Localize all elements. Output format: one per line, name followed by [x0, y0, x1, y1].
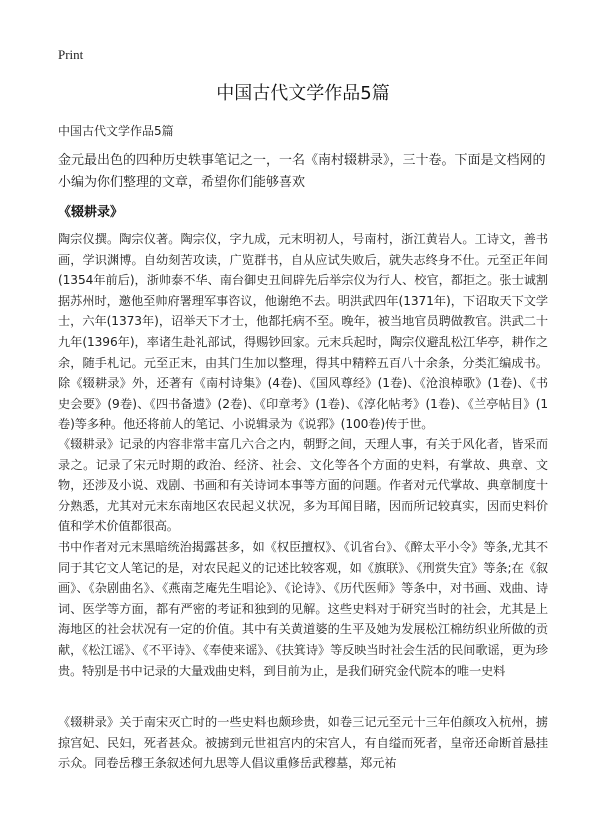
document-title: 中国古代文学作品5篇	[216, 83, 390, 104]
body-paragraph-song-dynasty: 《辍耕录》关于南宋灭亡时的一些史料也颇珍贵，如卷三记元至元十三年伯颜攻入杭州，掳掠宫妃、民妇，死者甚众。被掳到元世祖宫内的宋宫人，有自缢而死者，皇帝还命断首悬挂示众。同卷岳穆王条叙述何九思等人倡议重修岳武穆墓，郑元祐	[58, 715, 548, 771]
intro-paragraph: 金元最出色的四种历史轶事笔记之一，一名《南村辍耕录》，三十卷。下面是文档网的小编为你们整理的文章，希望你们能够喜欢	[58, 153, 546, 190]
section-heading: 《辍耕录》	[58, 205, 124, 220]
body-paragraph-author: 陶宗仪撰。陶宗仪著。陶宗仪，字九成，元末明初人，号南村，浙江黄岩人。工诗文，善书画，学识渊博。自幼刻苦攻读，广览群书，自从应试失败后，就失志终身不仕。元至正年间(1354年前后)，浙帅泰不华、南台御史丑间辟先后举宗仪为行人、校官，都拒之。张士诚割据苏州时，邀他至帅府署理军事咨议，他谢绝不去。明洪武四年(1371年)，下诏取天下文学士，六年(1373年)，诏举天下才士，他都托病不至。晚年，被当地官员聘做教官。洪武二十九年(1396年)，率诸生赴礼部试，得赐钞回家。元末兵起时，陶宗仪避乱松江华亭，耕作之余，随手札记。元至正末，由其门生加以整理，得其中精粹五百八十余条，分类汇编成书。除《辍耕录》外，还著有《南村诗集》(4卷)、《国风尊经》(1卷)、《沧浪棹歌》(1卷)、《书史会要》(9卷)、《四书备遗》(2卷)、《印章考》(1卷)、《淳化帖考》(1卷)、《兰亭帖目》(1卷)等多种。他还将前人的笔记、小说辑录为《说郛》(100卷)传于世。	[58, 232, 548, 432]
document-subtitle: 中国古代文学作品5篇	[58, 124, 174, 138]
body-paragraph-history: 书中作者对元末黑暗统治揭露甚多，如《权臣擅权》、《讥省台》、《醉太平小令》等条,尤其不同于其它文人笔记的是，对农民起义的记述比较客观，如《旗联》、《刑赏失宜》等条;在《叙画》、《杂剧曲名》、《燕南芝庵先生唱论》、《论诗》、《历代医师》等条中，对书画、戏曲、诗词、医学等方面，都有严密的考证和独到的见解。这些史料对于研究当时的社会，尤其是上海地区的社会状况有一定的价值。其中有关黄道婆的生平及她为发展松江棉纺织业所做的贡献，《松江谣》、《不平诗》、《奉使来谣》、《扶箕诗》等反映当时社会生活的民间歌谣，更为珍贵。特别是书中记录的大量戏曲史料，到目前为止，是我们研究金代院本的唯一史料	[58, 540, 548, 678]
print-link[interactable]: Print	[58, 47, 84, 62]
body-paragraph-content: 《辍耕录》记录的内容非常丰富几六合之内，朝野之间，天理人事，有关于风化者，皆采而录之。记录了宋元时期的政治、经济、社会、文化等各个方面的史料，有掌故、典章、文物，还涉及小说、戏剧、书画和有关诗词本事等方面的问题。作者对元代掌故、典章制度十分熟悉，尤其对元末东南地区农民起义状况，多为耳闻目睹，因而所记较真实，因而史料价值和学术价值都很高。	[58, 437, 548, 534]
